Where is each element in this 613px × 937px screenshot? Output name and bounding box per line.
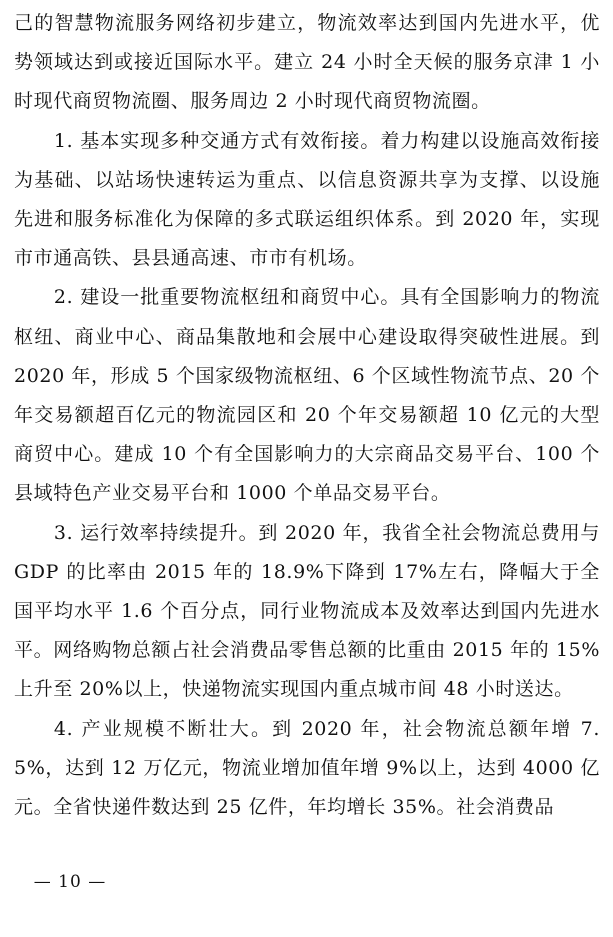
body-text — [14, 4, 600, 827]
paragraph-item-3: 3. 运行效率持续提升。到 2020 年，我省全社会物流总费用与 GDP 的比率由 2015 年的 18.9%下降到 17%左右，降幅大于全国平均水平 1.6 个百分点，同行业物流成本及效率达到国内先进水平。网络购物总额占社会消费品零售总额的比重由 2015 年的 15%上升至 20%以上，快递物流实现国内重点城市间 48 小时送达。 — [14, 521, 600, 701]
paragraph-item-1: 1. 基本实现多种交通方式有效衔接。着力构建以设施高效衔接为基础、以站场快速转运为重点、以信息资源共享为支撑、以设施先进和服务标准化为保障的多式联运组织体系。到 2020 年，实现市市通高铁、县县通高速、市市有机场。 — [14, 129, 600, 270]
paragraph-item-2: 2. 建设一批重要物流枢纽和商贸中心。具有全国影响力的物流枢纽、商业中心、商品集散地和会展中心建设取得突破性进展。到 2020 年，形成 5 个国家级物流枢纽、6 个区域性物流节点、20 个年交易额超百亿元的物流园区和 20 个年交易额超 10 亿元的大型商贸中心。建成 10 个有全国影响力的大宗商品交易平台、100 个县域特色产业交易平台和 1000 个单品交易平台。 — [14, 286, 600, 505]
paragraph-continuation: 己的智慧物流服务网络初步建立，物流效率达到国内先进水平，优势领域达到或接近国际水平。建立 24 小时全天候的服务京津 1 小时现代商贸物流圈、服务周边 2 小时现代商贸物流圈。 — [14, 12, 600, 113]
page-number: — 10 — — [33, 872, 107, 892]
paragraph-item-4: 4. 产业规模不断壮大。到 2020 年，社会物流总额年增 7.5%，达到 12 万亿元，物流业增加值年增 9%以上，达到 4000 亿元。全省快递件数达到 25 亿件，年均增长 35%。社会消费品 — [14, 717, 600, 819]
